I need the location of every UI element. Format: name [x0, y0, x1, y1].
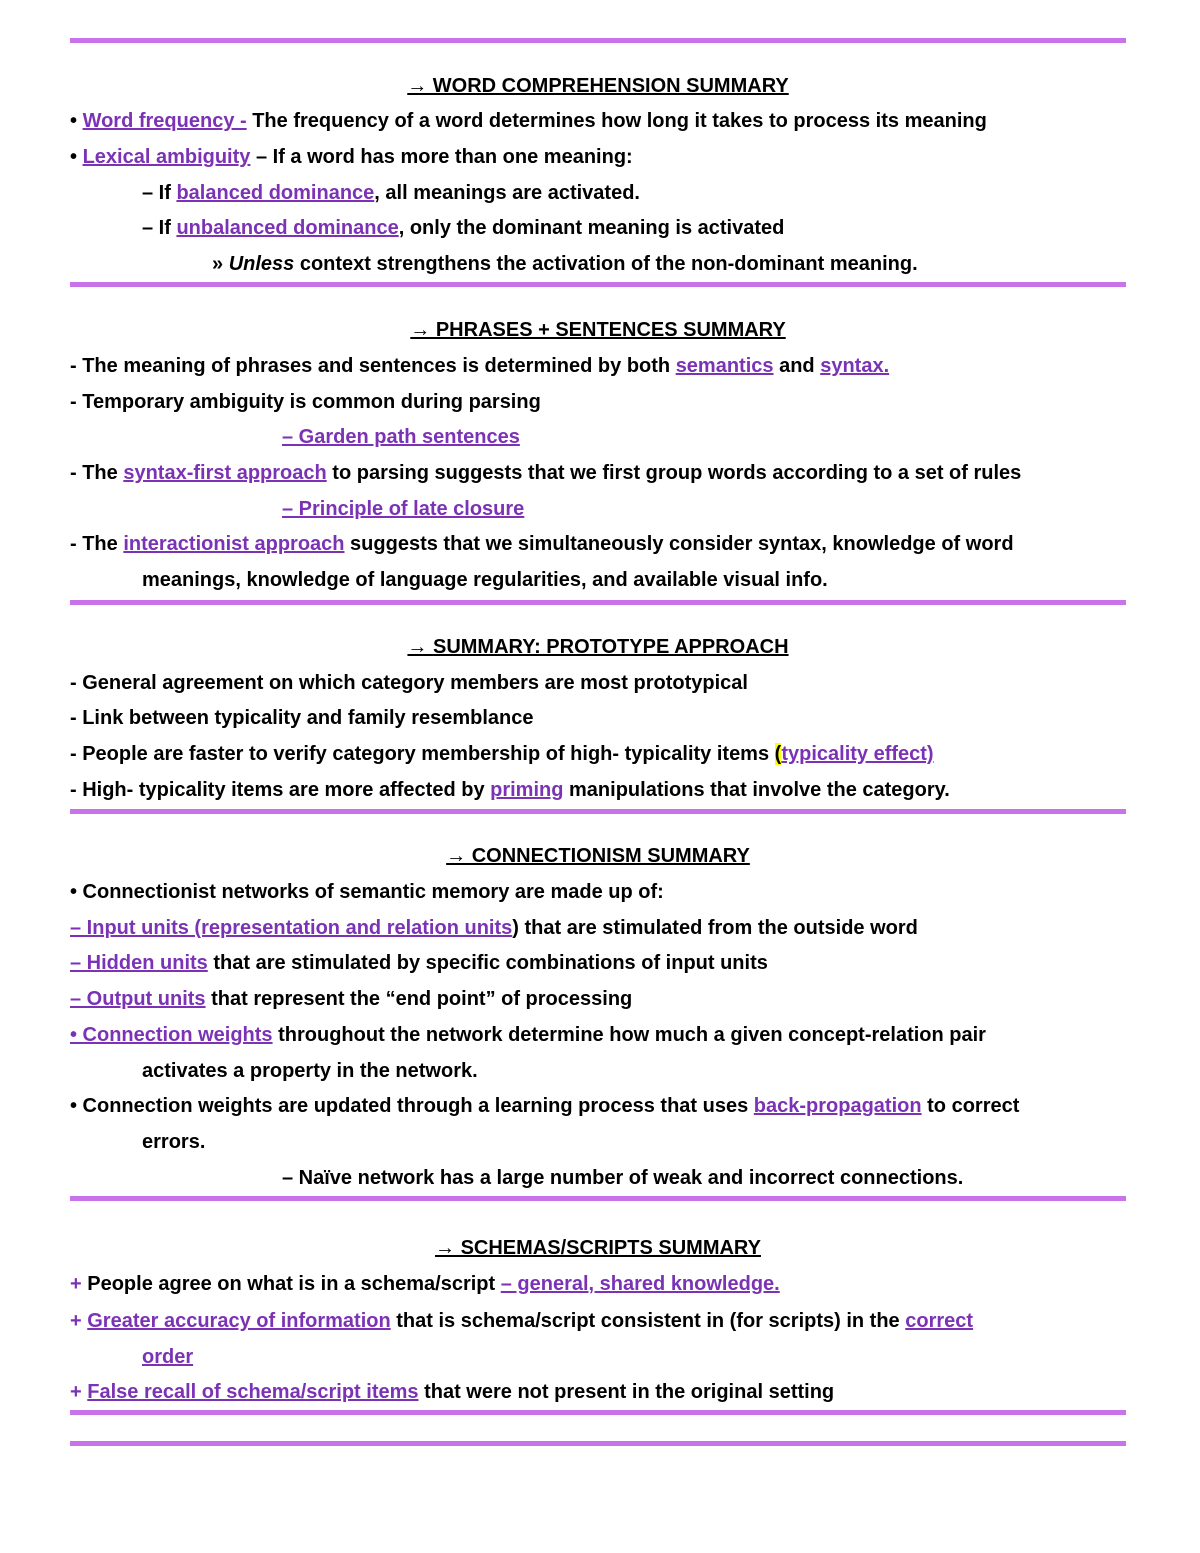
item-text: - The: [70, 462, 124, 484]
list-item: - General agreement on which category members are most prototypical: [70, 672, 748, 694]
key-term: – Principle of late closure: [282, 498, 525, 520]
item-text: , all meanings are activated.: [374, 182, 640, 204]
key-term: interactionist approach: [123, 533, 345, 555]
item-text: - High- typicality items are more affected by: [70, 779, 491, 801]
item-text: - People are faster to verify category membership of high- typicality items: [70, 743, 775, 765]
divider: [70, 38, 1126, 43]
list-item: [212, 251, 918, 277]
item-text: that were not present in the original setting: [418, 1381, 835, 1403]
list-item: [70, 1022, 986, 1048]
key-term: semantics: [675, 355, 774, 377]
bullet: »: [212, 253, 229, 275]
key-term: syntax.: [820, 355, 890, 377]
item-text: – If a word has more than one meaning:: [250, 146, 633, 168]
list-item: [70, 741, 934, 767]
divider: [70, 809, 1126, 814]
list-item: • Connectionist networks of semantic memory are made up of:: [70, 881, 664, 903]
bullet: •: [70, 110, 83, 132]
list-item: [70, 986, 632, 1012]
item-text: to parsing suggests that we first group words according to a set of rules: [326, 462, 1022, 484]
list-item: [70, 531, 1014, 557]
key-term: – Hidden units: [70, 952, 208, 974]
key-term: typicality effect): [781, 743, 934, 765]
item-text: manipulations that involve the category.: [563, 779, 950, 801]
list-item: meanings, knowledge of language regularities, and available visual info.: [142, 569, 828, 591]
list-item: [142, 1344, 193, 1370]
list-item: [70, 353, 889, 379]
list-item: - Link between typicality and family resemblance: [70, 707, 534, 729]
key-term: balanced dominance: [176, 182, 375, 204]
divider: [70, 1441, 1126, 1446]
divider: [70, 600, 1126, 605]
section-heading-phrases-sentences: → PHRASES + SENTENCES SUMMARY: [410, 319, 786, 341]
emphasis-text: Unless: [228, 253, 295, 275]
key-term: – Output units: [70, 988, 206, 1010]
list-item: [70, 1379, 834, 1405]
bullet: – If: [142, 182, 177, 204]
section-heading-prototype: → SUMMARY: PROTOTYPE APPROACH: [407, 636, 789, 658]
item-text: that is schema/script consistent in (for scripts) in the: [390, 1310, 906, 1332]
item-text: ) that are stimulated from the outside word: [512, 917, 918, 939]
key-term: – Garden path sentences: [282, 426, 520, 448]
key-term: order: [142, 1346, 194, 1368]
item-text: and: [773, 355, 821, 377]
key-term: • Connection weights: [70, 1024, 273, 1046]
key-term: Word frequency -: [82, 110, 247, 132]
list-item: – Naïve network has a large number of weak and incorrect connections.: [282, 1167, 964, 1189]
plus-bullet: +: [70, 1273, 88, 1295]
item-text: that are stimulated by specific combinations of input units: [207, 952, 768, 974]
key-term: – general, shared knowledge.: [500, 1273, 780, 1295]
plus-bullet: +: [70, 1381, 88, 1403]
item-text: to correct: [921, 1095, 1020, 1117]
item-text: that represent the “end point” of processing: [205, 988, 633, 1010]
list-item: activates a property in the network.: [142, 1060, 478, 1082]
item-text: , only the dominant meaning is activated: [398, 217, 785, 239]
divider: [70, 1196, 1126, 1201]
item-text: People agree on what is in a schema/script: [87, 1273, 501, 1295]
key-term: back-propagation: [753, 1095, 922, 1117]
plus-bullet: +: [70, 1310, 88, 1332]
key-term: correct: [905, 1310, 974, 1332]
item-text: - The: [70, 533, 124, 555]
bullet: – If: [142, 217, 177, 239]
item-text: - The meaning of phrases and sentences is determined by both: [70, 355, 676, 377]
list-item: [70, 1308, 973, 1334]
list-item: [142, 215, 784, 241]
list-item: [282, 424, 520, 450]
item-text: suggests that we simultaneously consider syntax, knowledge of word: [344, 533, 1014, 555]
list-item: [70, 915, 918, 941]
list-item: [70, 1093, 1019, 1119]
section-heading-word-comprehension: → WORD COMPREHENSION SUMMARY: [407, 75, 789, 97]
list-item: [70, 950, 768, 976]
divider: [70, 1410, 1126, 1415]
divider: [70, 282, 1126, 287]
key-term: syntax-first approach: [123, 462, 327, 484]
key-term: Greater accuracy of information: [87, 1310, 391, 1332]
list-item: - Temporary ambiguity is common during parsing: [70, 391, 541, 413]
list-item: [70, 777, 950, 803]
list-item: [282, 496, 524, 522]
list-item: [142, 180, 640, 206]
bullet: •: [70, 146, 83, 168]
list-item: [70, 1271, 780, 1297]
list-item: [70, 460, 1021, 486]
key-term: Lexical ambiguity: [82, 146, 251, 168]
highlight-mark: (: [774, 743, 782, 765]
list-item: errors.: [142, 1131, 206, 1153]
key-term: unbalanced dominance: [176, 217, 399, 239]
list-item: [70, 108, 987, 134]
section-heading-schemas-scripts: → SCHEMAS/SCRIPTS SUMMARY: [435, 1237, 761, 1259]
section-heading-connectionism: → CONNECTIONISM SUMMARY: [446, 845, 750, 867]
list-item: [70, 144, 633, 170]
key-term: priming: [490, 779, 564, 801]
item-text: throughout the network determine how much a given concept-relation pair: [272, 1024, 986, 1046]
item-text: • Connection weights are updated through a learning process that uses: [70, 1095, 754, 1117]
item-text: The frequency of a word determines how long it takes to process its meaning: [246, 110, 987, 132]
item-text: context strengthens the activation of the non-dominant meaning.: [294, 253, 918, 275]
key-term: False recall of schema/script items: [87, 1381, 419, 1403]
key-term: – Input units (representation and relation units: [70, 917, 513, 939]
